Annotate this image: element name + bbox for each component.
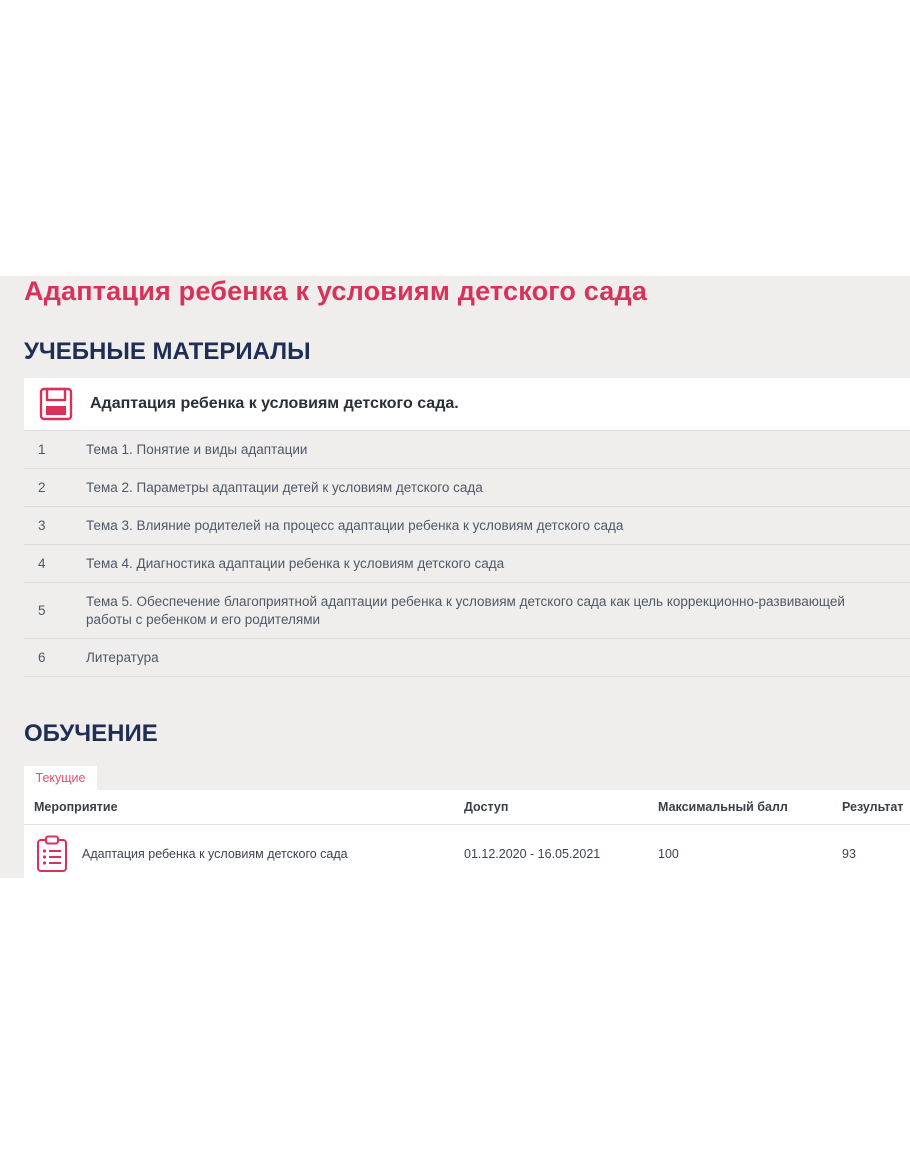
- floppy-disk-icon: [38, 386, 74, 422]
- learning-table: [24, 790, 910, 878]
- topic-row-5[interactable]: [24, 583, 910, 639]
- topic-number: 5: [38, 603, 46, 618]
- clipboard-list-icon: [36, 835, 68, 873]
- column-header-result[interactable]: Результат: [842, 800, 904, 814]
- materials-section-title: УЧЕБНЫЕ МАТЕРИАЛЫ: [24, 338, 311, 365]
- page-title: Адаптация ребенка к условиям детского сада: [24, 276, 648, 306]
- topic-row-4[interactable]: [24, 545, 910, 583]
- course-header-title: Адаптация ребенка к условиям детского сада.: [90, 395, 459, 412]
- topic-link[interactable]: Литература: [86, 649, 159, 665]
- row-result: 93: [842, 847, 856, 861]
- topic-number: 2: [38, 480, 46, 495]
- topic-link[interactable]: Тема 4. Диагностика адаптации ребенка к условиям детского сада: [86, 555, 505, 571]
- topic-number: 1: [38, 442, 46, 457]
- topic-link[interactable]: Тема 3. Влияние родителей на процесс адаптации ребенка к условиям детского сада: [86, 517, 624, 533]
- topic-link[interactable]: Тема 2. Параметры адаптации детей к условиям детского сада: [86, 479, 483, 495]
- row-event-link[interactable]: Адаптация ребенка к условиям детского сада: [82, 847, 348, 861]
- topic-number: 6: [38, 650, 46, 665]
- column-header-max-score[interactable]: Максимальный балл: [658, 800, 788, 814]
- topic-link[interactable]: Тема 5. Обеспечение благоприятной адаптации ребенка к условиям детского сада как цель коррекционно-развивающей работы с ребенком и его родителями: [86, 593, 845, 627]
- topic-row-3[interactable]: [24, 507, 910, 545]
- materials-panel: [24, 378, 910, 677]
- screenshot-area: [0, 276, 910, 878]
- topic-row-6[interactable]: [24, 639, 910, 677]
- topic-row-2[interactable]: [24, 469, 910, 507]
- row-access-dates: 01.12.2020 - 16.05.2021: [464, 847, 601, 861]
- column-header-event[interactable]: Мероприятие: [34, 800, 118, 814]
- column-header-access[interactable]: Доступ: [464, 800, 509, 814]
- table-row[interactable]: [24, 825, 910, 878]
- topic-link[interactable]: Тема 1. Понятие и виды адаптации: [86, 441, 308, 457]
- learning-section-title: ОБУЧЕНИЕ: [24, 720, 158, 747]
- row-max-score: 100: [658, 847, 679, 861]
- table-header: [24, 790, 910, 825]
- course-header[interactable]: [24, 378, 910, 431]
- topic-number: 4: [38, 556, 46, 571]
- topic-row-1[interactable]: [24, 431, 910, 469]
- topic-number: 3: [38, 518, 46, 533]
- tab-current[interactable]: Текущие: [24, 766, 97, 790]
